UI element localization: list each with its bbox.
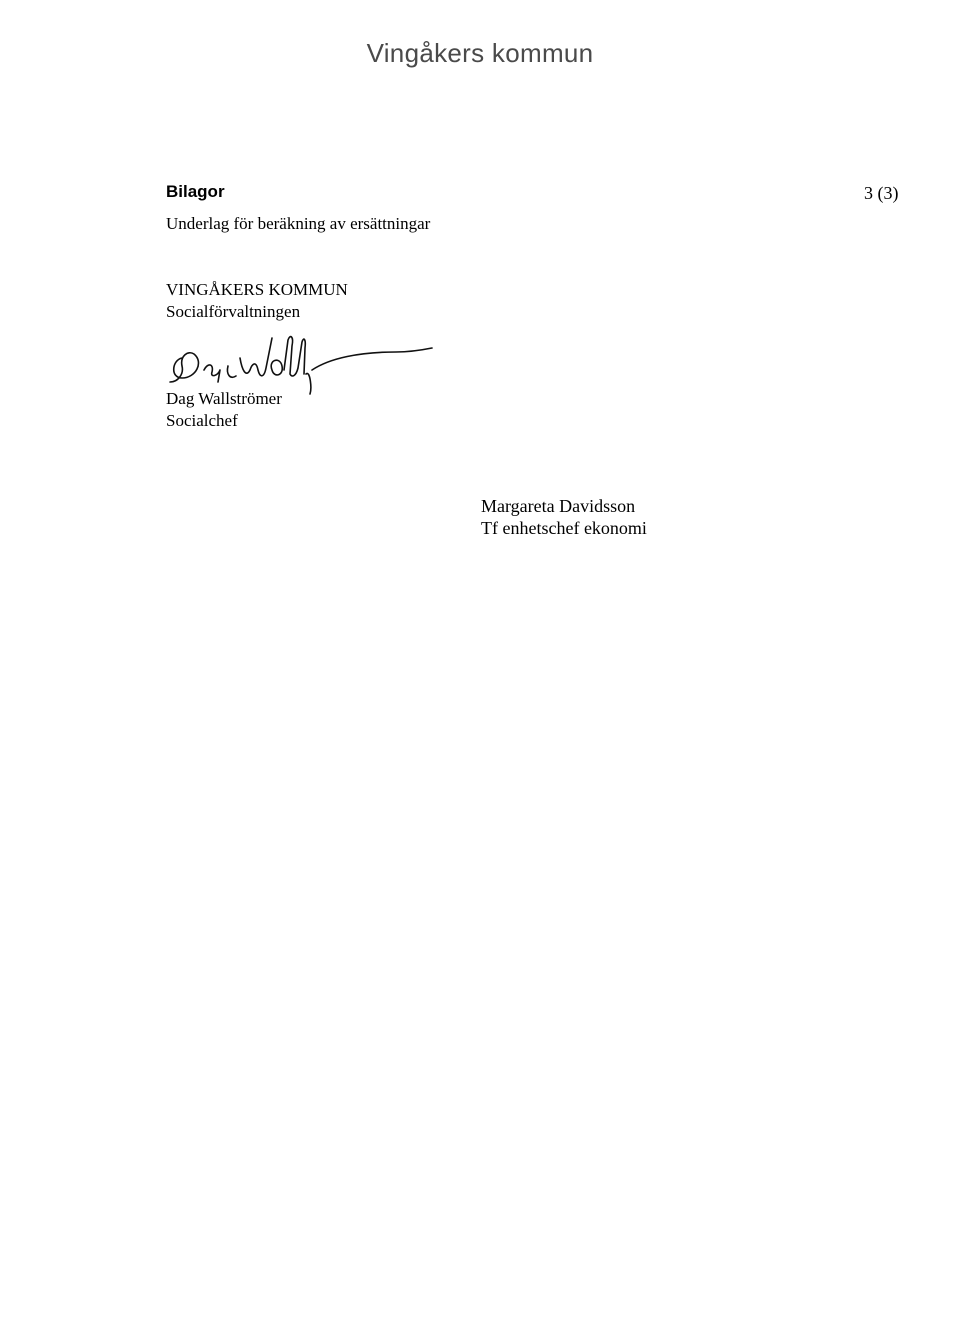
attachments-heading: Bilagor [166, 182, 225, 201]
signatory-name: Dag Wallströmer [166, 389, 282, 408]
contact-name: Margareta Davidsson [481, 496, 636, 516]
contact-title: Tf enhetschef ekonomi [481, 518, 647, 538]
signatory-title: Socialchef [166, 411, 238, 430]
sender-organization: VINGÅKERS KOMMUN [166, 280, 348, 299]
page-header-municipality: Vingåkers kommun [366, 38, 594, 68]
sender-department: Socialförvaltningen [166, 302, 301, 321]
page-number: 3 (3) [864, 183, 899, 203]
attachment-item: Underlag för beräkning av ersättningar [166, 214, 431, 233]
